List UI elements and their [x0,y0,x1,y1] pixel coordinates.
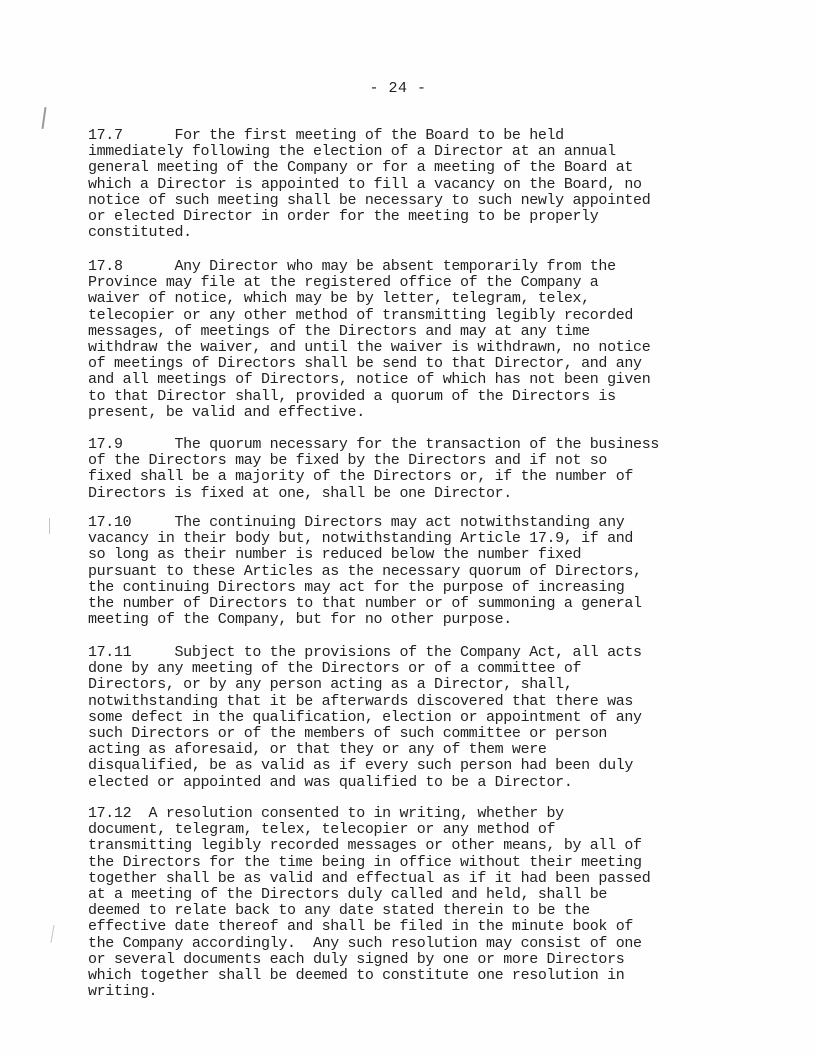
text-line: Province may file at the registered office of the Company a [88,274,599,292]
text-line: which a Director is appointed to fill a vacancy on the Board, no [88,175,642,193]
article-17-8 [88,259,728,421]
article-17-10 [88,515,728,628]
text-line: immediately following the election of a Director at an annual [88,143,616,161]
text-line: of the Directors may be fixed by the Directors and if not so [88,452,608,470]
text-line: 17.7 For the first meeting of the Board to be held [88,127,564,144]
text-line: general meeting of the Company or for a meeting of the Board at [88,159,634,177]
text-line: the Company accordingly. Any such resolution may consist of one [88,934,642,952]
text-line: the continuing Directors may act for the purpose of increasing [88,578,625,596]
text-line: 17.12 A resolution consented to in writing, whether by [88,805,564,822]
text-line: or elected Director in order for the meeting to be properly [88,207,599,225]
text-line: to that Director shall, provided a quorum of the Directors is [88,387,616,405]
text-line: or several documents each duly signed by one or more Directors [88,950,625,968]
text-line: Directors is fixed at one, shall be one Director. [88,484,512,502]
text-line: the Directors for the time being in office without their meeting [88,853,642,871]
text-line: the number of Directors to that number or of summoning a general [88,594,642,612]
text-line: effective date thereof and shall be filed in the minute book of [88,918,634,936]
text-line: pursuant to these Articles as the necessary quorum of Directors, [88,562,642,580]
text-line: document, telegram, telex, telecopier or any method of [88,821,556,839]
page-number: - 24 - [369,80,427,97]
scan-mark [50,925,54,943]
text-line: waiver of notice, which may be by letter, telegram, telex, [88,290,590,308]
text-line: such Directors or of the members of such committee or person [88,724,608,742]
text-line: present, be valid and effective. [88,403,365,421]
scan-mark [41,107,46,129]
text-line: constituted. [88,224,192,242]
text-line: acting as aforesaid, or that they or any of them were [88,741,547,759]
text-line: meeting of the Company, but for no other purpose. [88,611,512,629]
text-line: done by any meeting of the Directors or of a committee of [88,660,582,678]
text-line: together shall be as valid and effectual as if it had been passed [88,869,651,887]
text-line: notwithstanding that it be afterwards discovered that there was [88,692,634,710]
text-line: deemed to relate back to any date stated therein to be the [88,902,590,920]
text-line: writing. [88,983,158,1001]
text-line: 17.9 The quorum necessary for the transaction of the business [88,436,659,453]
text-line: of meetings of Directors shall be send to that Director, and any [88,355,642,373]
article-17-12 [88,806,728,1000]
text-line: some defect in the qualification, election or appointment of any [88,708,642,726]
text-line: 17.10 The continuing Directors may act notwithstanding any [88,514,625,531]
article-17-9 [88,437,728,502]
article-17-11 [88,645,728,791]
text-line: transmitting legibly recorded messages or other means, by all of [88,837,642,855]
text-line: messages, of meetings of the Directors and may at any time [88,322,590,340]
text-line: which together shall be deemed to constitute one resolution in [88,966,625,984]
text-line: and all meetings of Directors, notice of which has not been given [88,371,651,389]
text-line: vacancy in their body but, notwithstanding Article 17.9, if and [88,530,634,548]
text-line: elected or appointed and was qualified to be a Director. [88,773,573,791]
text-line: disqualified, be as valid as if every such person had been duly [88,757,634,775]
text-line: notice of such meeting shall be necessary to such newly appointed [88,191,651,209]
text-line: so long as their number is reduced below the number fixed [88,546,582,564]
scan-mark [49,518,50,534]
text-line: telecopier or any other method of transmitting legibly recorded [88,306,634,324]
text-line: fixed shall be a majority of the Directors or, if the number of [88,468,634,486]
article-17-7 [88,128,728,241]
text-line: 17.11 Subject to the provisions of the Company Act, all acts [88,644,642,661]
text-line: Directors, or by any person acting as a Director, shall, [88,676,573,694]
text-line: withdraw the waiver, and until the waiver is withdrawn, no notice [88,338,651,356]
text-line: 17.8 Any Director who may be absent temporarily from the [88,258,616,275]
text-line: at a meeting of the Directors duly called and held, shall be [88,885,608,903]
